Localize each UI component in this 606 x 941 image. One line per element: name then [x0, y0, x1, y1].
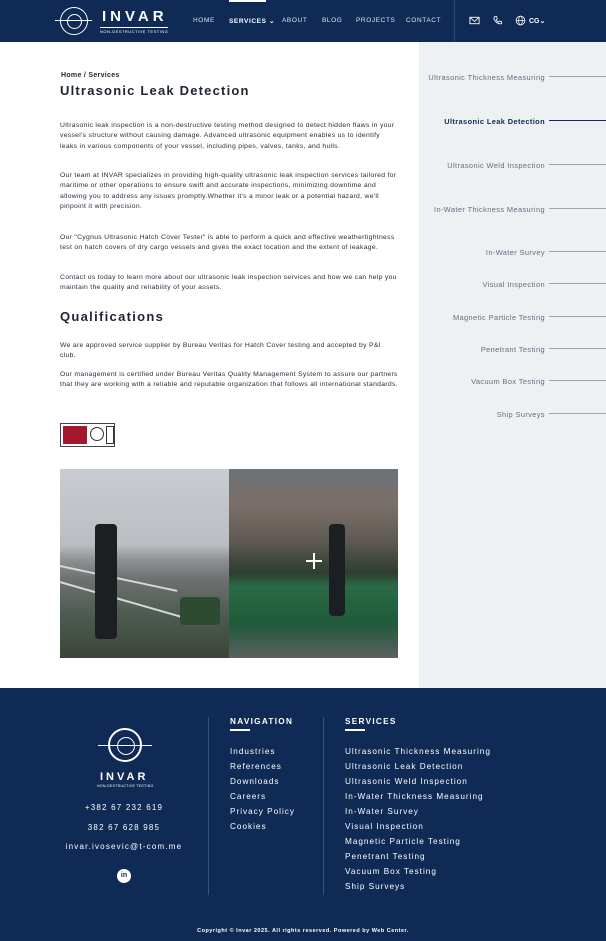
qualification-approval: We are approved service supplier by Bureau Veritas for Hatch Cover testing and accepted by P&I club. [60, 342, 381, 360]
footer-service-link[interactable]: Magnetic Particle Testing [345, 837, 461, 846]
site-footer [0, 688, 606, 941]
certificate-red-panel [63, 426, 87, 444]
footer-services-heading: SERVICES [345, 717, 397, 726]
page-title: Ultrasonic Leak Detection [60, 83, 250, 98]
nav-about[interactable]: ABOUT [282, 17, 308, 24]
footer-copyright: Copyright © Invar 2025. All rights reserved. Powered by Web Center. [197, 928, 409, 934]
inspector-figure-helipad [329, 524, 345, 616]
team-paragraph: Our team at INVAR specializes in providing high-quality ultrasonic leak inspection services tailored for maritime or other operations to ensure swift and accurate inspections, minimizing downtime and allowing you to address any issues promptly.Whether it's a minor leak or a potential hazard, we'll pinpoint it with precision. [60, 172, 397, 211]
logo-wordmark: INVAR [102, 8, 168, 25]
intro-paragraph: Ultrasonic leak inspection is a non-destructive testing method designed to detect hidden flaws in your vessel's structure without causing damage. Advanced ultrasonic equipment enables us to identify leaks in various components of your vessel, including pipes, valves, tanks, and hulls. [60, 122, 395, 150]
nav-services[interactable]: SERVICES ⌄ [229, 18, 276, 25]
nav-projects[interactable]: PROJECTS [356, 17, 396, 24]
cygnus-paragraph: Our "Cygnus Ultrasonic Hatch Cover Tester" is able to perform a quick and effective weathertightness test on hatch covers of dry cargo vessels and gives the exact location and the extent of leakage. [60, 234, 395, 252]
inspector-figure [95, 524, 117, 639]
footer-divider [208, 717, 209, 895]
sidebar-line [549, 413, 606, 414]
sidebar-line [549, 380, 606, 381]
ship-wheel-icon [60, 7, 88, 35]
footer-divider [323, 717, 324, 895]
site-logo[interactable] [60, 7, 172, 35]
sidebar-line [549, 348, 606, 349]
phone-icon[interactable] [492, 15, 503, 26]
footer-link-careers[interactable]: Careers [230, 792, 267, 801]
heading-underline [230, 729, 250, 731]
site-header [0, 0, 606, 42]
footer-service-link[interactable]: Ultrasonic Thickness Measuring [345, 747, 491, 756]
deck-machinery [180, 597, 220, 625]
qualifications-title: Qualifications [60, 309, 165, 324]
sidebar-line [549, 164, 606, 165]
footer-service-link[interactable]: Vacuum Box Testing [345, 867, 437, 876]
footer-service-link[interactable]: Penetrant Testing [345, 852, 426, 861]
footer-phone-1[interactable]: +382 67 232 619 [84, 803, 164, 812]
nav-home[interactable]: HOME [193, 17, 215, 24]
sidebar-item-in-water-thickness[interactable]: In-Water Thickness Measuring [433, 205, 545, 214]
footer-service-link[interactable]: Ultrasonic Weld Inspection [345, 777, 468, 786]
footer-logo-tagline: NON-DESTRUCTIVE TESTING [97, 784, 154, 788]
mail-icon[interactable] [469, 15, 480, 26]
logo-tagline: NON-DESTRUCTIVE TESTING [100, 29, 169, 34]
sidebar-item-penetrant-testing[interactable]: Penetrant Testing [480, 345, 545, 354]
gallery-photo-ship-deck[interactable] [60, 469, 229, 658]
sidebar-item-in-water-survey[interactable]: In-Water Survey [485, 248, 545, 257]
qualification-certification: Our management is certified under Bureau Veritas Quality Management System to assure our partners that they are working with a reliable and reputable organization that follows all international standards. [60, 371, 398, 389]
sidebar-item-magnetic-particle[interactable]: Magnetic Particle Testing [452, 313, 545, 322]
footer-service-link[interactable]: Ship Surveys [345, 882, 406, 891]
footer-logo-wordmark: INVAR [100, 771, 149, 783]
globe-icon[interactable] [515, 15, 526, 26]
sidebar-line [549, 76, 606, 77]
nav-active-indicator [229, 0, 266, 2]
sidebar-line [549, 251, 606, 252]
footer-phone-2[interactable]: 382 67 628 985 [87, 823, 161, 832]
nav-blog[interactable]: BLOG [322, 17, 343, 24]
language-selector[interactable]: CG⌄ [529, 18, 546, 25]
footer-navigation-heading: NAVIGATION [230, 717, 294, 726]
contact-paragraph: Contact us today to learn more about our ultrasonic leak inspection services and how we can help you maintain the quality and reliability of your assets. [60, 274, 397, 292]
footer-logo[interactable] [96, 728, 154, 776]
gallery-photo-helipad[interactable] [229, 469, 398, 658]
nav-contact[interactable]: CONTACT [406, 17, 442, 24]
sidebar-item-vacuum-box[interactable]: Vacuum Box Testing [471, 377, 545, 386]
footer-service-link[interactable]: In-Water Thickness Measuring [345, 792, 484, 801]
expand-plus-icon[interactable] [306, 553, 322, 569]
heading-underline [345, 729, 365, 731]
sidebar-item-visual-inspection[interactable]: Visual Inspection [482, 280, 545, 289]
sidebar-line [549, 208, 606, 209]
breadcrumb[interactable]: Home / Services [61, 72, 120, 79]
sidebar-item-ultrasonic-weld[interactable]: Ultrasonic Weld Inspection [447, 161, 545, 170]
certificate-mark-icon [106, 426, 114, 444]
sidebar-item-ultrasonic-thickness[interactable]: Ultrasonic Thickness Measuring [428, 73, 545, 82]
footer-email[interactable]: invar.ivosevic@t-com.me [65, 842, 183, 851]
footer-link-downloads[interactable]: Downloads [230, 777, 280, 786]
footer-link-references[interactable]: References [230, 762, 282, 771]
bureau-veritas-certificate-logo [60, 423, 115, 447]
footer-service-link[interactable]: Ultrasonic Leak Detection [345, 762, 464, 771]
footer-link-privacy-policy[interactable]: Privacy Policy [230, 807, 295, 816]
linkedin-icon[interactable]: in [117, 869, 131, 883]
footer-link-industries[interactable]: Industries [230, 747, 276, 756]
sidebar-item-ultrasonic-leak[interactable]: Ultrasonic Leak Detection [444, 117, 545, 126]
footer-service-link[interactable]: Visual Inspection [345, 822, 424, 831]
header-divider [454, 0, 455, 42]
sidebar-item-ship-surveys[interactable]: Ship Surveys [496, 410, 545, 419]
footer-link-cookies[interactable]: Cookies [230, 822, 267, 831]
sidebar-line-active [549, 120, 606, 121]
bureau-veritas-seal-icon [90, 427, 104, 441]
footer-service-link[interactable]: In-Water Survey [345, 807, 419, 816]
sidebar-line [549, 316, 606, 317]
services-sidebar [419, 42, 606, 688]
ship-wheel-icon [108, 728, 142, 762]
sidebar-line [549, 283, 606, 284]
